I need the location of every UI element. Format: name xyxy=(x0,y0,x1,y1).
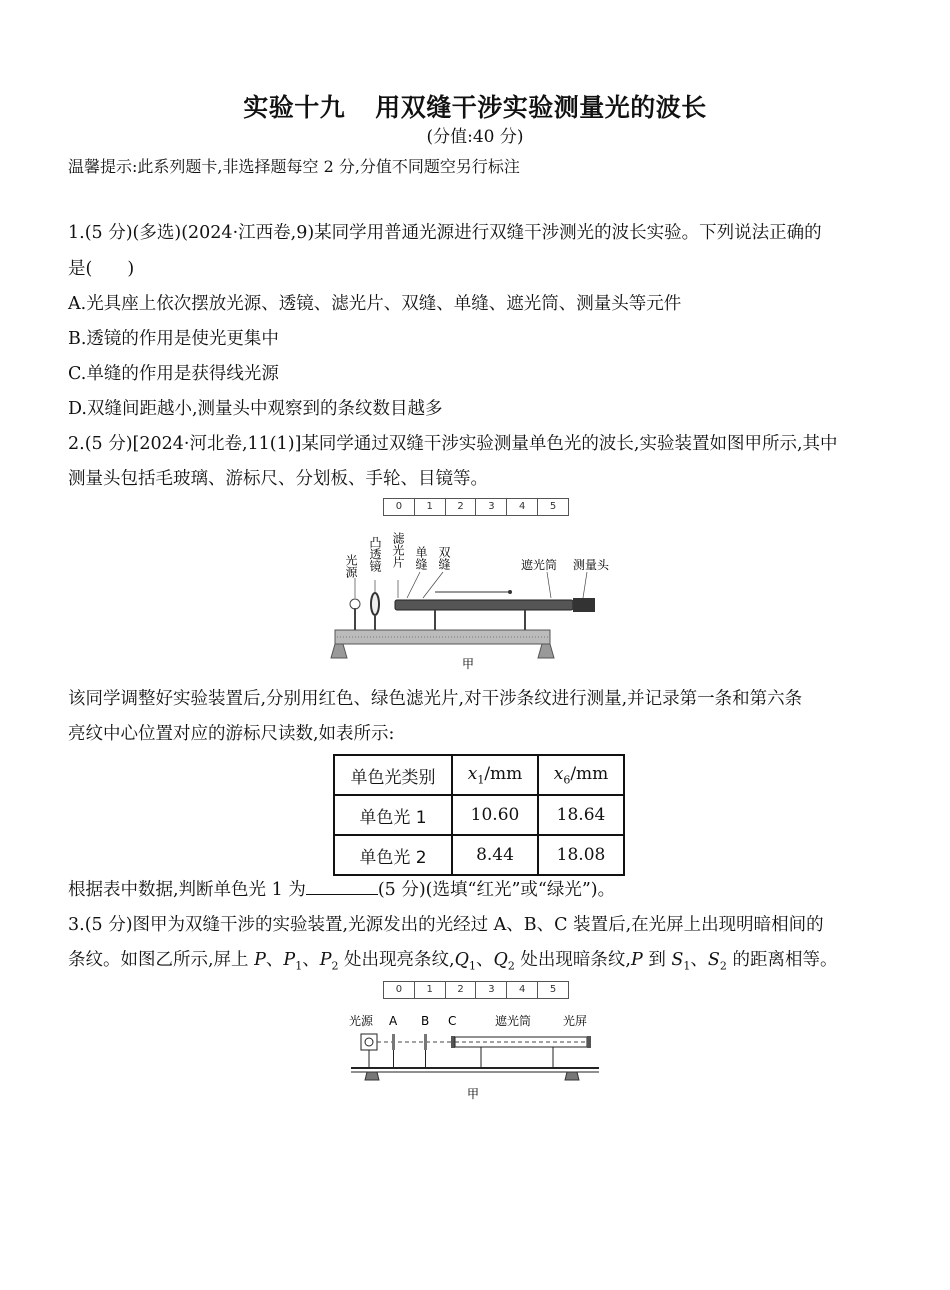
measuring-head xyxy=(573,598,595,612)
label-tube: 遮光筒 xyxy=(495,1014,532,1028)
label-a: A xyxy=(389,1014,398,1028)
label-filter: 滤光片 xyxy=(391,532,405,568)
device-c xyxy=(451,1036,455,1048)
screen-device xyxy=(587,1036,591,1048)
label-head: 测量头 xyxy=(573,558,610,572)
ruler-tick: 0 xyxy=(384,499,415,515)
label-tube: 遮光筒 xyxy=(521,558,558,572)
ruler-tick: 5 xyxy=(549,984,557,995)
label-screen: 光屏 xyxy=(563,1014,588,1028)
measurement-table xyxy=(333,754,625,876)
ruler-tick: 1 xyxy=(415,499,446,515)
score-note: (分值:40 分) xyxy=(426,127,524,147)
q1-option-a: A.光具座上依次摆放光源、透镜、滤光片、双缝、单缝、遮光筒、测量头等元件 xyxy=(68,294,682,314)
cell-x1: 10.60 xyxy=(452,795,538,835)
q2-para-line1: 该同学调整好实验装置后,分别用红色、绿色滤光片,对干涉条纹进行测量,并记录第一条和第六条 xyxy=(68,689,803,709)
lens-icon xyxy=(371,593,379,615)
title-number: 实验十九 xyxy=(243,93,346,122)
q3-stem-line1: 3.(5 分)图甲为双缝干涉的实验装置,光源发出的光经过 A、B、C 装置后,在光屏上出现明暗相间的 xyxy=(68,915,824,935)
ruler-tick: 0 xyxy=(384,982,415,998)
q2-stem-line1: 2.(5 分)[2024·河北卷,11(1)]某同学通过双缝干涉实验测量单色光的波长,实验装置如图甲所示,其中 xyxy=(68,434,838,454)
answer-blank[interactable] xyxy=(306,877,378,896)
leader-line xyxy=(407,572,420,598)
ruler-tick: 1 xyxy=(415,982,446,998)
device-b xyxy=(424,1034,427,1050)
table-row xyxy=(334,835,624,875)
label-source: 光源 xyxy=(344,554,358,578)
q2-ruler xyxy=(383,498,569,516)
ruler-tick: 2 xyxy=(446,982,477,998)
cell-x6: 18.64 xyxy=(538,795,624,835)
label-single-slit: 单缝 xyxy=(414,546,428,570)
q3-apparatus-figure xyxy=(345,1008,605,1104)
figure-caption: 甲 xyxy=(467,1087,480,1101)
label-source: 光源 xyxy=(349,1014,374,1028)
q2-para-line2: 亮纹中心位置对应的游标尺读数,如表所示: xyxy=(68,724,395,744)
leader-line xyxy=(547,572,551,598)
q1-option-b: B.透镜的作用是使光更集中 xyxy=(68,329,279,349)
q1-option-d: D.双缝间距越小,测量头中观察到的条纹数目越多 xyxy=(68,399,443,419)
header-x1: $x_1/mm$ xyxy=(452,755,538,795)
cell-x6: 18.08 xyxy=(538,835,624,875)
leader-line xyxy=(423,572,443,598)
ruler-tick: 4 xyxy=(507,499,538,515)
q1-stem-line1: 1.(5 分)(多选)(2024·江西卷,9)某同学用普通光源进行双缝干涉测光的波长实验。下列说法正确的 xyxy=(68,223,822,243)
cell-x1: 8.44 xyxy=(452,835,538,875)
title-text: 用双缝干涉实验测量光的波长 xyxy=(375,93,707,122)
rod-end xyxy=(508,590,512,594)
q1-option-c: C.单缝的作用是获得线光源 xyxy=(68,364,279,384)
header-type: 单色光类别 xyxy=(334,755,452,795)
ruler-tick: 4 xyxy=(507,982,538,998)
header-x6: $x_6/mm$ xyxy=(538,755,624,795)
table-header-row xyxy=(334,755,624,795)
bench-leg-right xyxy=(538,644,554,658)
label-lens: 凸透镜 xyxy=(368,536,382,572)
ruler-tick: 3 xyxy=(476,982,507,998)
table-row xyxy=(334,795,624,835)
q2-apparatus-figure xyxy=(325,528,625,674)
q3-ruler xyxy=(383,981,569,999)
figure-caption: 甲 xyxy=(462,657,475,671)
tip-text: 温馨提示:此系列题卡,非选择题每空 2 分,分值不同题空另行标注 xyxy=(68,157,520,176)
q2-stem-line2: 测量头包括毛玻璃、游标尺、分划板、手轮、目镜等。 xyxy=(68,469,488,489)
label-c: C xyxy=(448,1014,457,1028)
label-b: B xyxy=(421,1014,430,1028)
cell-name: 单色光 2 xyxy=(334,835,452,875)
label-double-slit: 双缝 xyxy=(437,546,451,570)
ruler-tick: 2 xyxy=(446,499,477,515)
page-title xyxy=(0,88,950,124)
base-foot-right xyxy=(565,1072,579,1080)
q2-answer-line: 根据表中数据,判断单色光 1 为 (5 分)(选填“红光”或“绿光”)。 xyxy=(68,876,615,901)
leader-line xyxy=(583,572,587,598)
device-a xyxy=(392,1034,395,1050)
ruler-tick: 5 xyxy=(549,501,557,512)
light-source-icon xyxy=(361,1034,377,1050)
q3-stem-line2: 条纹。如图乙所示,屏上 P、$P_1$、$P_2$ 处出现亮条纹$,Q_1$、$Q_2$ 处出现暗条纹,P 到 $S_1$、$S_2$ 的距离相等。 xyxy=(68,950,838,973)
light-tube xyxy=(395,600,573,610)
ruler-tick: 3 xyxy=(476,499,507,515)
cell-name: 单色光 1 xyxy=(334,795,452,835)
base-foot-left xyxy=(365,1072,379,1080)
light-source-icon xyxy=(350,599,360,609)
q1-stem-line2: 是( ) xyxy=(68,259,135,279)
bench-leg-left xyxy=(331,644,347,658)
